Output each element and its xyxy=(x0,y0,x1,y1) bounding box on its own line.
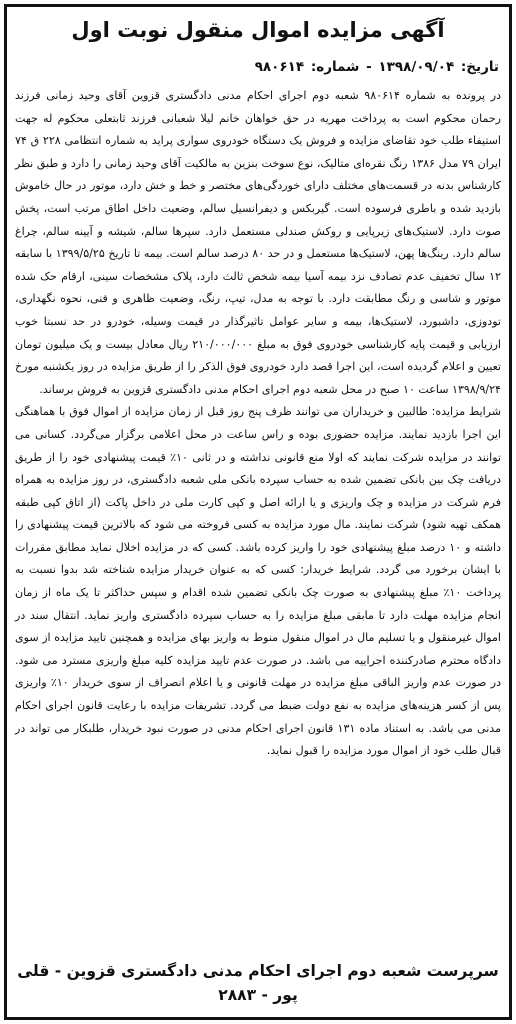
notice-title: آگهی مزایده اموال منقول نوبت اول xyxy=(71,18,445,42)
date-label: تاریخ: xyxy=(460,59,499,75)
notice-number: ۹۸۰۶۱۴ xyxy=(254,59,305,75)
notice-paragraph-conditions: شرایط مزایده: طالبین و خریداران می توانند ظرف پنج روز قبل از زمان مزایده از اموال فوق با هماهنگی این اجرا بازدید نمایند. مزایده حضوری بوده و راس ساعت در محل اعلامی برگزار می‌گردد. کسانی می توانند در مزایده شرکت نمایند که اولا منع قانونی نداشته و در ثانی ۱۰٪ قیمت پیشنهادی خود را از طریق دریافت چک بین بانکی تضمین شده به حساب سپرده بانکی ملی شعبه دادگستری، در روز مزایده به همراه فرم شرکت در مزایده و چک واریزی و یا ارائه اصل و کپی کارت ملی در داخل پاکت (از اتاق کپی طبقه همکف تهیه شود) شرکت نمایند. مال مورد مزایده به کسی فروخته می شود که بالاترین قیمت پیشنهادی را داشته و ۱۰ درصد مبلغ پیشنهادی خود را واریز کرده باشد. کسی که در مزایده اخلال نماید مطابق مقررات با ایشان برخورد می گردد. شرایط خریدار: کسی که به عنوان خریدار مزایده شناخته شد بدوا نسبت به پرداخت ۱۰٪ مبلغ پیشنهادی به صورت چک بانکی تضمین شده اقدام و سپس حداکثر تا یک ماه از زمان انجام مزایده مهلت دارد تا مابقی مبلغ مزایده را به حساب سپرده دادگستری واریز نماید. انتقال سند در اموال غیرمنقول و یا تسلیم مال در اموال منقول منوط به واریز بهای مزایده و همچنین تایید مزایده از سوی دادگاه محترم صادرکننده اجراییه می باشد. در صورت عدم تایید مزایده کلیه مبلغ واریزی مسترد می شود. در صورت عدم واریز الباقی مبلغ مزایده در مهلت قانونی و یا اعلام انصراف از سوی خریدار ۱۰٪ واریزی پس از کسر هزینه‌های مزایده به نفع دولت ضبط می گردد. تشریفات مزایده با رعایت قانون اجرای احکام مدنی می باشد. به استناد ماده ۱۳۱ قانون اجرای احکام مدنی در صورت نبود خریدار، طلبکار می تواند در قبال طلب خود از اموال مورد مزایده را قبول نماید. xyxy=(15,405,501,758)
date-separator: - xyxy=(366,59,372,75)
notice-body xyxy=(15,85,501,763)
notice-signature: سرپرست شعبه دوم اجرای احکام مدنی دادگستری قزوین - قلی پور - ۲۸۸۳ xyxy=(17,962,499,1004)
number-label: شماره: xyxy=(310,59,360,75)
notice-date-line xyxy=(15,57,501,77)
notice-date: ۱۳۹۸/۰۹/۰۴ xyxy=(378,59,455,75)
notice-paragraph-main: در پرونده به شماره ۹۸۰۶۱۴ شعبه دوم اجرای احکام مدنی دادگستری قزوین آقای وحید زمانی فرزند رحمان محکوم است به پرداخت مهریه در حق خواهان خانم لیلا شعبانی فرزند ثابتعلی محکوم له جهت استیفاء طلب خود تقاضای مزایده و فروش یک دستگاه خودروی سواری پراید به شماره انتظامی ۲۲۸ ق ۷۴ ایران ۷۹ مدل ۱۳۸۶ رنگ نقره‌ای متالیک، نوع سوخت بنزین به مالکیت آقای وحید زمانی را دارد و طبق نظر کارشناس بدنه در قسمت‌های مختلف دارای خوردگی‌های مختصر و خط و خش دارد، موتور در حال خاموش بازدید شده و باطری فرسوده است. گیربکس و دیفرانسیل سالم، وضعیت داخل اطاق مرتب است، پخش صوت دارد. لاستیک‌های زیرپایی و روکش صندلی مستعمل دارد. سپرها سالم، شیشه و آیینه سالم، چراغ سالم دارد. رینگ‌ها پهن، لاستیک‌ها مستعمل و در حد ۸۰ درصد سالم است. بیمه تا تاریخ ۱۳۹۹/۵/۲۵ با سابقه ۱۲ سال تخفیف عدم تصادف نزد بیمه آسیا بیمه شخص ثالث دارد، پلاک مشخصات سینی، ارقام حک شده موتور و شاسی و رنگ مطابقت دارد. با توجه به مدل، تیپ، رنگ، وضعیت ظاهری و فنی، نحوه نگهداری، تودوزی، داشبورد، لاستیک‌ها، بیمه و سایر عوامل تاثیرگذار در قیمت وسیله، خودرو در حد نسبتا خوب ارزیابی و قیمت پایه کارشناسی خودروی فوق به مبلغ ۲۱۰/۰۰۰/۰۰۰ ریال معادل بیست و یک میلیون تومان تعیین و اعلام گردیده است، این اجرا قصد دارد خودروی فوق الذکر را از طریق مزایده در روز یکشنبه مورخ ۱۳۹۸/۹/۲۴ ساعت ۱۰ صبح در محل شعبه دوم اجرای احکام مدنی دادگستری قزوین به فروش برساند. xyxy=(15,89,502,396)
auction-notice xyxy=(4,4,512,1020)
